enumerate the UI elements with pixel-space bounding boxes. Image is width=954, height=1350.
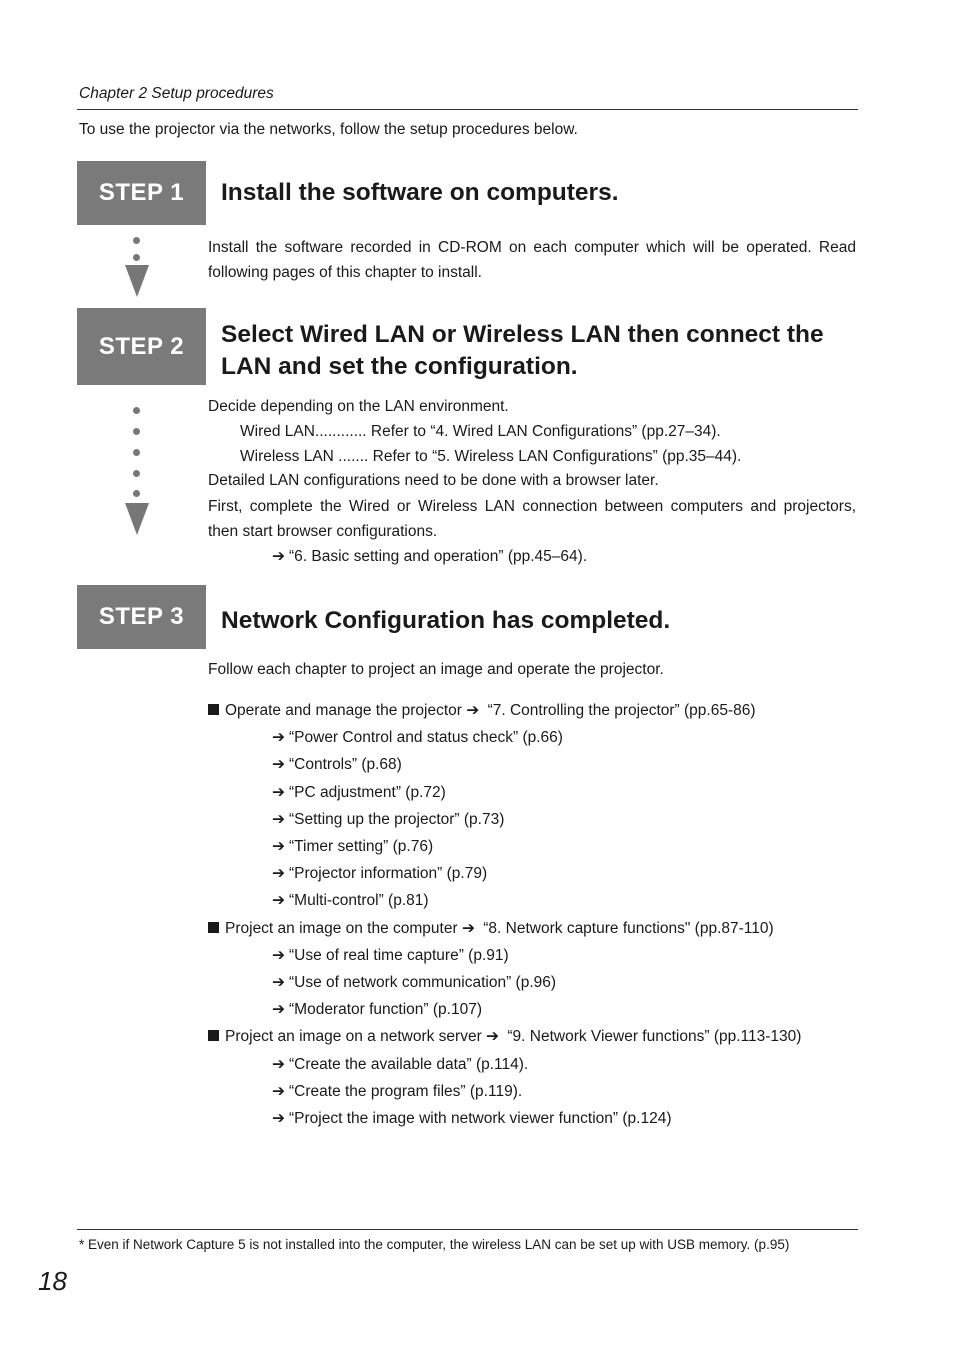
header-rule [77,109,858,110]
list-item: ➔ “Timer setting” (p.76) [272,838,434,855]
flow-dot [133,407,140,414]
step3-title: Network Configuration has completed. [221,607,671,634]
list-item: ➔ “Moderator function” (p.107) [272,1001,482,1018]
arrow-icon: ➔ [272,811,285,828]
wired-lan-ref: Wired LAN............ Refer to “4. Wired LAN Configurations” (pp.27–34). [240,423,721,440]
step2-title [221,319,824,383]
step2-basic-ref [272,547,587,566]
flow-dot [133,449,140,456]
page-number: 18 [38,1266,67,1296]
list-item: ➔ “Create the program files” (p.119). [272,1083,523,1100]
flow-dot [133,490,140,497]
arrow-icon: ➔ [466,702,480,719]
list-item: ➔ “Create the available data” (p.114). [272,1056,529,1073]
intro-text: To use the projector via the networks, follow the setup procedures below. [79,121,578,138]
basic-ref-text: “6. Basic setting and operation” (pp.45–64). [289,548,588,565]
group3-lead: Project an image on a network server ➔ “9. Network Viewer functions” (pp.113-130) [208,1027,801,1046]
list-item: ➔ “Controls” (p.68) [272,756,402,773]
step2-decide: Decide depending on the LAN environment. [208,398,509,415]
step1-badge: STEP 1 [77,161,206,225]
list-item: ➔ “Power Control and status check” (p.66) [272,729,563,746]
step1-body: Install the software recorded in CD-ROM on each computer which will be operated. Read following pages of this chapter to install. [208,239,856,281]
square-bullet-icon [208,704,219,715]
arrow-icon: ➔ [272,1056,285,1073]
arrow-icon: ➔ [272,974,285,991]
arrow-icon: ➔ [272,947,285,964]
footnote: * Even if Network Capture 5 is not installed into the computer, the wireless LAN can be set up with USB memory. (p.95) [79,1237,790,1252]
flow-dot [133,470,140,477]
arrow-icon: ➔ [272,1110,285,1127]
list-item: ➔ “Setting up the projector” (p.73) [272,811,505,828]
step2-first: First, complete the Wired or Wireless LAN connection between computers and projectors, then start browser configurations. [208,498,856,540]
arrow-icon: ➔ [272,729,285,746]
group1-lead: Operate and manage the projector ➔ “7. Controlling the projector” (pp.65-86) [208,701,756,720]
list-item: ➔ “Projector information” (p.79) [272,865,488,882]
flow-arrow-icon [125,265,149,297]
step3-badge: STEP 3 [77,585,206,649]
chapter-header: Chapter 2 Setup procedures [79,85,274,102]
flow-dot [133,237,140,244]
arrow-icon: ➔ [272,1083,285,1100]
step2-detail: Detailed LAN configurations need to be done with a browser later. [208,472,659,489]
square-bullet-icon [208,1030,219,1041]
list-item: ➔ “PC adjustment” (p.72) [272,784,446,801]
list-item: ➔ “Multi-control” (p.81) [272,892,429,909]
step2-title-line1: Select Wired LAN or Wireless LAN then connect the [221,321,824,348]
footnote-rule [77,1229,858,1230]
step2-badge: STEP 2 [77,308,206,385]
group2-lead: Project an image on the computer ➔ “8. Network capture functions" (pp.87-110) [208,919,774,938]
flow-arrow-icon [125,503,149,535]
arrow-icon: ➔ [272,865,285,882]
arrow-icon: ➔ [461,920,475,937]
flow-dot [133,428,140,435]
arrow-icon: ➔ [272,756,285,773]
arrow-icon: ➔ [486,1028,500,1045]
list-item: ➔ “Use of network communication” (p.96) [272,974,557,991]
square-bullet-icon [208,922,219,933]
list-item: ➔ “Use of real time capture” (p.91) [272,947,509,964]
arrow-icon: ➔ [272,1001,285,1018]
wireless-lan-ref: Wireless LAN ....... Refer to “5. Wireless LAN Configurations” (pp.35–44). [240,448,742,465]
list-item: ➔ “Project the image with network viewer function” (p.124) [272,1110,672,1127]
arrow-icon: ➔ [272,892,285,909]
step3-follow: Follow each chapter to project an image and operate the projector. [208,661,664,678]
step2-title-line2: LAN and set the configuration. [221,353,578,380]
arrow-icon: ➔ [272,784,285,801]
flow-dot [133,254,140,261]
arrow-icon: ➔ [272,548,285,565]
step1-title: Install the software on computers. [221,179,619,206]
arrow-icon: ➔ [272,838,285,855]
